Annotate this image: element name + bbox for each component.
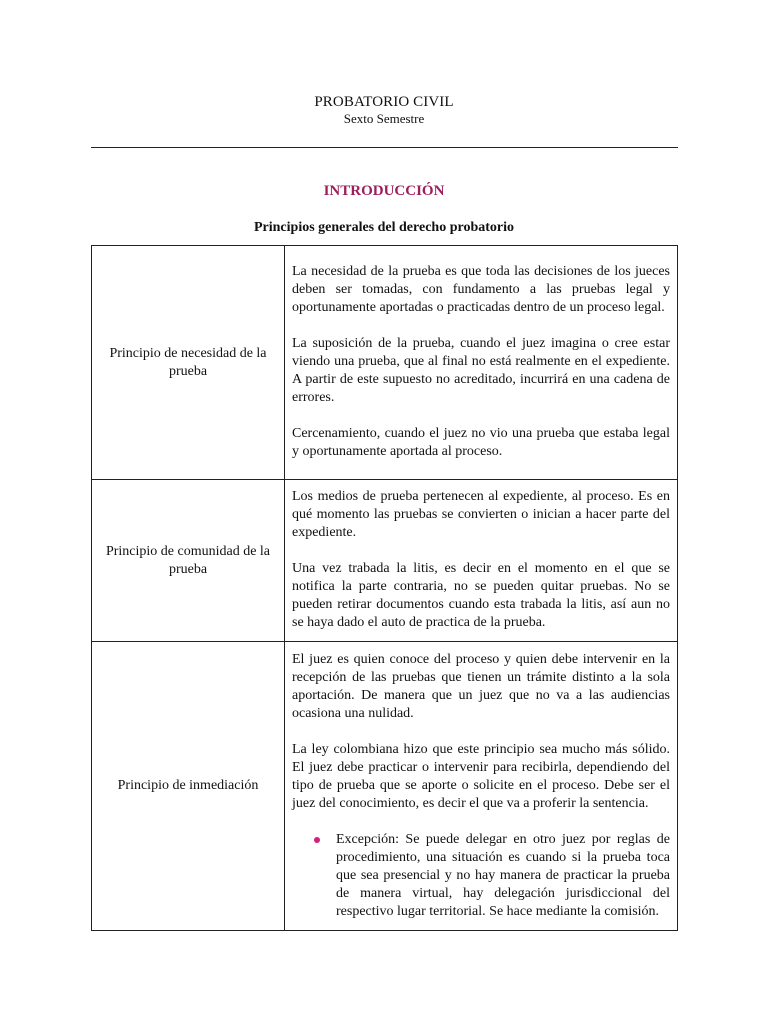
header-divider xyxy=(91,147,678,148)
description-paragraph: El juez es quien conoce del proceso y quien debe intervenir en la recepción de las pruebas que tienen un trámite distinto a la sola aportación. De manera que un juez que no va a las audiencias ocasiona una nulidad. xyxy=(292,651,670,721)
document-header xyxy=(0,93,768,127)
bullet-list xyxy=(292,831,670,921)
principle-name: Principio de inmediación xyxy=(117,778,259,793)
document-subtitle: Sexto Semestre xyxy=(343,111,425,126)
principle-name-cell xyxy=(92,480,285,642)
principle-name: Principio de comunidad de la prueba xyxy=(105,543,271,577)
principle-name-cell xyxy=(92,246,285,480)
principle-name: Principio de necesidad de la prueba xyxy=(109,345,267,379)
description-paragraph: Cercenamiento, cuando el juez no vio una prueba que estaba legal y oportunamente aportada al proceso. xyxy=(292,426,670,459)
table-row xyxy=(92,246,678,480)
table-title: Principios generales del derecho probatorio xyxy=(253,220,514,235)
principle-name-cell xyxy=(92,642,285,931)
principle-description-cell xyxy=(285,480,678,642)
list-item-text: Excepción: Se puede delegar en otro juez por reglas de procedimiento, una situación es cuando si la prueba toca que sea presencial y no hay manera de practicar la prueba de manera virtual, hay delegación jurisdiccional del respectivo lugar territorial. Se hace mediante la comisión. xyxy=(336,831,670,919)
section-heading: INTRODUCCIÓN xyxy=(323,183,445,199)
description-paragraph: La ley colombiana hizo que este principio sea mucho más sólido. El juez debe practicar o intervenir para recibirla, dependiendo del tipo de prueba que se aporte o solicite en el proceso. Debe ser el juez del conocimiento, es decir el que va a proferir la sentencia. xyxy=(292,741,670,811)
bullet-icon xyxy=(314,837,320,843)
principle-description-cell xyxy=(285,642,678,931)
description-paragraph: Una vez trabada la litis, es decir en el momento en el que se notifica la parte contraria, no se pueden quitar pruebas. No se pueden retirar documentos cuando esta trabada la litis, así aun no se haya dado el auto de practica de la prueba. xyxy=(292,561,670,630)
list-item xyxy=(336,831,670,921)
table-row xyxy=(92,642,678,931)
description-paragraph: La necesidad de la prueba es que toda las decisiones de los jueces deben ser tomadas, con fundamento a las pruebas legal y oportunamente aportadas o practicadas dentro de un proceso legal. xyxy=(292,264,670,315)
principle-description-cell xyxy=(285,246,678,480)
document-title: PROBATORIO CIVIL xyxy=(314,94,454,110)
description-paragraph: La suposición de la prueba, cuando el juez imagina o cree estar viendo una prueba, que al final no está realmente en el expediente. A partir de este supuesto no acreditado, incurrirá en una cadena de errores. xyxy=(292,336,670,405)
table-row xyxy=(92,480,678,642)
principles-table xyxy=(91,245,678,931)
description-paragraph: Los medios de prueba pertenecen al expediente, al proceso. Es en qué momento las pruebas se convierten o inician a hacer parte del expediente. xyxy=(292,489,670,540)
